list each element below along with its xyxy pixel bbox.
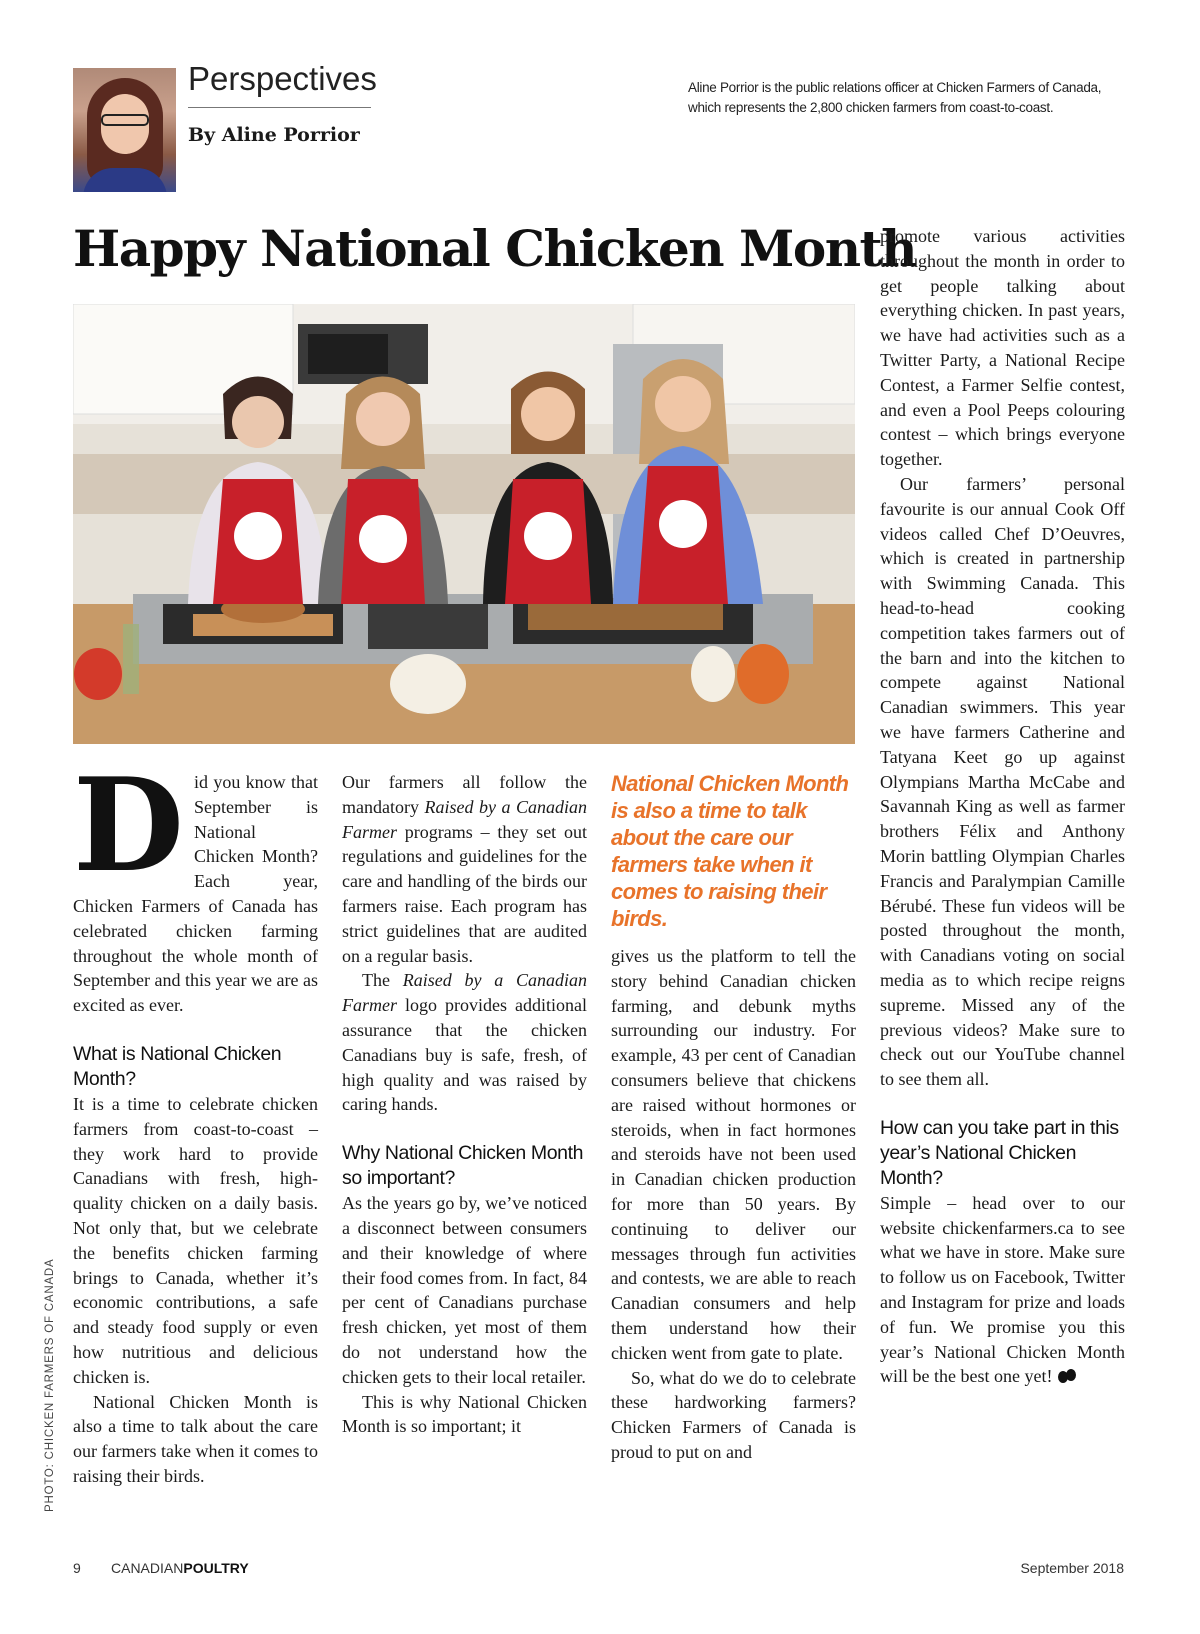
section-heading-why: Why National Chicken Month so important? [342,1142,584,1190]
paragraph: So, what do we do to celebrate these hardworking farmers? Chicken Farmers of Canada is proud to put on and [611,1367,856,1462]
program-name: Raised by a Canadian Farmer [342,970,587,1016]
magazine-name: CANADIANPOULTRY [111,1560,249,1576]
program-name: Raised by a Canadian Farmer [342,796,587,842]
paragraph: promote various activities throughout the month in order to get people talking about everything chicken. In past years, we have had activities such as a Twitter Party, a National Recipe Contest, a Farmer Selfie contest, and even a Pool Peeps colouring contest – which brings everyone together. [880,226,1125,470]
paragraph: Our farmers all follow the mandatory Raised by a Canadian Farmer programs – they set out regulations and guidelines for the care and handling of the birds our farmers raise. Each program has strict guidelines that are audited on a regular basis. [342,772,587,966]
section-divider [188,107,371,108]
section-label: Perspectives [188,60,377,97]
pull-quote: National Chicken Month is also a time to talk about the care our farmers take when it comes to raising their birds. [611,771,849,931]
byline: By Aline Porrior [188,124,360,146]
page-number: 9 [73,1560,81,1576]
headline: Happy National Chicken Month [73,219,917,278]
paragraph: As the years go by, we’ve noticed a disconnect between consumers and their knowledge of where their food comes from. In fact, 84 per cent of Canadians purchase fresh chicken, yet most of them do not understand how the chicken gets to their local retailer. [342,1193,587,1387]
paragraph: It is a time to celebrate chicken farmers from coast-to-coast – they work hard to provide Canadians with fresh, high-quality chicken on a daily basis. Not only that, but we celebrate the benefits chicken farming brings to Canada, whether it’s economic contributions, a safe and steady food supply or even how nutritious and delicious chicken is. [73,1093,318,1387]
section-heading-how: How can you take part in this year’s National Chicken Month? [880,1116,1119,1189]
article-column-3 [611,770,856,1465]
section-heading-what-is: What is National Chicken Month? [73,1042,282,1090]
article-column-2 [342,770,587,1439]
photo-credit: PHOTO: CHICKEN FARMERS OF CANADA [44,1258,56,1512]
paragraph: Simple – head over to our website chickenfarmers.ca to see what we have in store. Make sure to follow us on Facebook, Twitter and Instagram for prize and loads of fun. We promise you this year’s National Chicken Month will be the best one yet! [880,1192,1125,1387]
issue-date: September 2018 [1020,1560,1124,1576]
author-portrait [73,68,176,192]
hero-photo [73,304,855,744]
paragraph: The Raised by a Canadian Farmer logo provides additional assurance that the chicken Canadians buy is safe, fresh, of high quality and was raised by caring hands. [342,970,587,1115]
intro-paragraph: id you know that September is National Chicken Month? Each year, Chicken Farmers of Canada has celebrated chicken farming throughout the whole month of September and this year we are as excited as ever. [73,772,318,1016]
author-bio: Aline Porrior is the public relations officer at Chicken Farmers of Canada, which represents the 2,800 chicken farmers from coast-to-coast. [688,80,1102,115]
paragraph: National Chicken Month is also a time to talk about the care our farmers take when it comes to raising their birds. [73,1391,318,1486]
paragraph: gives us the platform to tell the story behind Canadian chicken farming, and debunk myths surrounding our industry. For example, 43 per cent of Canadian consumers believe that chickens are raised without hormones or steroids, when in fact hormones and steroids have not been used in Canadian chicken production for more than 50 years. By continuing to deliver our messages through fun activities and contests, we are able to reach Canadian consumers and help them understand how their chicken went from gate to plate. [611,946,856,1363]
drop-cap: D [73,751,184,901]
article-column-4 [880,224,1125,1389]
paragraph: Our farmers’ personal favourite is our annual Cook Off videos called Chef D’Oeuvres, which is created in partnership with Swimming Canada. This head-to-head cooking competition takes farmers out of the barn and into the kitchen to compete against National Canadian swimmers. This year we have farmers Catherine and Tatyana Keet go up against Olympians Martha McCabe and Savannah King as well as farmer brothers Félix and Anthony Morin battling Olympian Charles Francis and Paralympian Camille Bérubé. These fun videos will be posted throughout the month, with Canadians voting on social media as to which recipe reigns supreme. Missed any of the previous videos? Make sure to check out our YouTube channel to see them all. [880,473,1125,1090]
article-column-1 [73,751,318,1489]
paragraph: This is why National Chicken Month is so important; it [342,1391,587,1437]
end-mark-icon [1057,1368,1077,1384]
